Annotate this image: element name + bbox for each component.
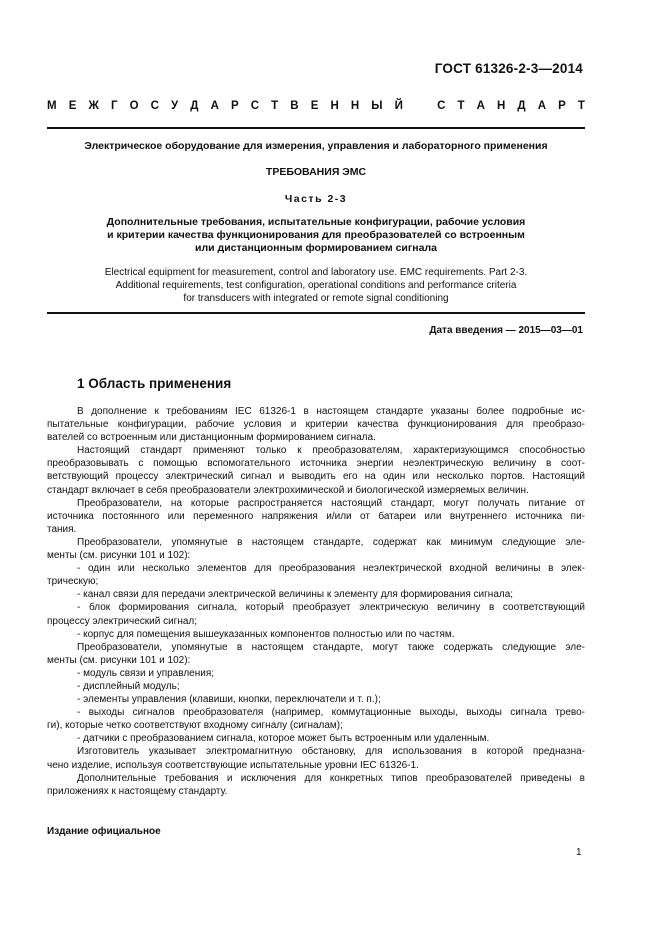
banner-letter: Д — [190, 100, 199, 112]
emc-title: ТРЕБОВАНИЯ ЭМС — [265, 166, 367, 178]
banner-letter: Т — [577, 100, 585, 112]
banner-letter: С — [250, 100, 260, 112]
banner-letter — [415, 100, 425, 112]
body-line: приложениях к настоящему стандарту. — [47, 785, 228, 797]
body-line: - один или несколько элементов для преобразования неэлектрической входной величины в элек- — [77, 563, 585, 575]
banner-letter: С — [437, 100, 446, 112]
banner-letter: О — [129, 100, 139, 112]
banner-letter: Д — [517, 100, 526, 112]
banner-letter: Н — [330, 100, 339, 112]
banner-letter: У — [171, 100, 179, 112]
part-title: Часть 2-3 — [284, 193, 348, 205]
banner-letter: Н — [497, 100, 506, 112]
body-line: Преобразователи, упомянутые в настоящем стандарте, содержат как минимум следующие эле- — [77, 536, 585, 548]
body-line: процессу электрический сигнал; — [47, 615, 198, 627]
page-number: 1 — [576, 847, 582, 858]
banner-letter: Г — [110, 100, 118, 112]
body-line: - корпус для помещения вышеуказанных компонентов полностью или по частям. — [77, 628, 455, 640]
body-line: - дисплейный модуль; — [77, 680, 180, 692]
body-line: - датчики с преобразованием сигнала, которое может быть встроенным или удаленным. — [77, 733, 490, 745]
banner-letter: А — [537, 100, 547, 112]
subtitle-line: или дистанционным формированием сигнала — [195, 242, 437, 254]
body-line: стандарт включает в себя преобразователи электрохимической и биологической измеряемых величин. — [47, 484, 529, 496]
banner-letter: Ж — [88, 100, 99, 112]
section-body — [47, 405, 585, 798]
body-line: преобразовывать с помощью вспомогательного источника энергии неэлектрическую величину в соот- — [47, 458, 585, 470]
body-line: - выходы сигналов преобразователя (например, коммутационные выходы, выходы сигнала трево- — [77, 707, 585, 719]
body-line: - блок формирования сигнала, который преобразует электрическую величину в соответствующий — [77, 602, 585, 614]
subtitle-line: Дополнительные требования, испытательные конфигурации, рабочие условия — [106, 216, 526, 228]
standard-number: ГОСТ 61326-2-3—2014 — [434, 61, 583, 76]
subtitle-line: и критерии качества функционирования для преобразователей со встроенным — [107, 229, 525, 241]
body-line: Преобразователи, упомянутые в настоящем стандарте, могут также содержать следующие эле- — [77, 641, 585, 653]
body-line: вателей со встроенным или дистанционным формированием сигнала. — [47, 432, 376, 444]
body-line: Изготовитель указывает электромагнитную обстановку, для использования в которой предназна- — [77, 746, 585, 758]
banner-letter: Ы — [371, 100, 383, 112]
banner-letter: Е — [310, 100, 319, 112]
body-line: - модуль связи и управления; — [77, 667, 215, 679]
banner-letter: А — [210, 100, 219, 112]
banner-letter: М — [47, 100, 57, 112]
subtitle — [47, 216, 585, 255]
banner-letter: В — [290, 100, 299, 112]
banner-letter: Е — [68, 100, 77, 112]
banner-letter: Р — [558, 100, 566, 112]
body-line: В дополнение к требованиям IEC 61326-1 в настоящем стандарте указаны более подробные ис- — [77, 406, 585, 417]
body-line: пытательные конфигурации, рабочие условия и критерии качества функционирования для преобразо- — [47, 419, 585, 431]
official-edition-label: Издание официальное — [47, 826, 161, 837]
english-title-line: for transducers with integrated or remote signal conditioning — [183, 293, 449, 304]
english-title-line: Electrical equipment for measurement, control and laboratory use. EMC requirements. Part 2-3. — [104, 267, 528, 278]
body-line: трическую; — [47, 576, 99, 588]
section-heading: 1 Область применения — [77, 376, 232, 391]
body-line: чено изделие, используя соответствующие испытательные уровни IEC 61326-1. — [47, 759, 419, 771]
banner-letter: Т — [271, 100, 279, 112]
body-line: Настоящий стандарт применяют только к преобразователям, характеризующимся способностью — [77, 445, 585, 457]
body-line: - элементы управления (клавиши, кнопки, переключатели и т. п.); — [77, 694, 381, 706]
bottom-rule — [47, 312, 585, 314]
banner-letter: Н — [350, 100, 360, 112]
banner-letter: Р — [230, 100, 239, 112]
banner-letter: Й — [394, 100, 403, 112]
english-title-line: Additional requirements, test configuration, operational conditions and performance criteria — [115, 280, 517, 291]
banner-letter: А — [476, 100, 485, 112]
general-title: Электрическое оборудование для измерения, управления и лабораторного применения — [84, 140, 548, 152]
body-line: ги), которые четко соответствуют входному сигналу (сигналам); — [47, 720, 343, 732]
banner-letter: С — [150, 100, 159, 112]
body-line: источника постоянного или переменного напряжения и/или от батареи или внутреннего источника пи- — [47, 510, 585, 522]
body-line: - канал связи для передачи электрической величины к элементу для формирования сигнала; — [77, 589, 514, 601]
body-line: ветствующий процессу электрический сигнал и выводить его на один или несколько портов. Настоящий — [47, 471, 585, 483]
body-line: Дополнительные требования и исключения для конкретных типов преобразователей приведены в — [77, 772, 585, 784]
body-line: менты (см. рисунки 101 и 102): — [47, 550, 191, 562]
interstate-standard-banner — [47, 100, 585, 112]
body-line: тания. — [47, 523, 77, 535]
body-line: менты (см. рисунки 101 и 102): — [47, 654, 191, 666]
english-title — [47, 266, 585, 305]
top-rule — [47, 127, 585, 129]
introduction-date: Дата введения — 2015—03—01 — [429, 325, 583, 336]
body-line: Преобразователи, на которые распространяется настоящий стандарт, могут получать питание от — [77, 497, 585, 509]
banner-letter: Т — [457, 100, 465, 112]
